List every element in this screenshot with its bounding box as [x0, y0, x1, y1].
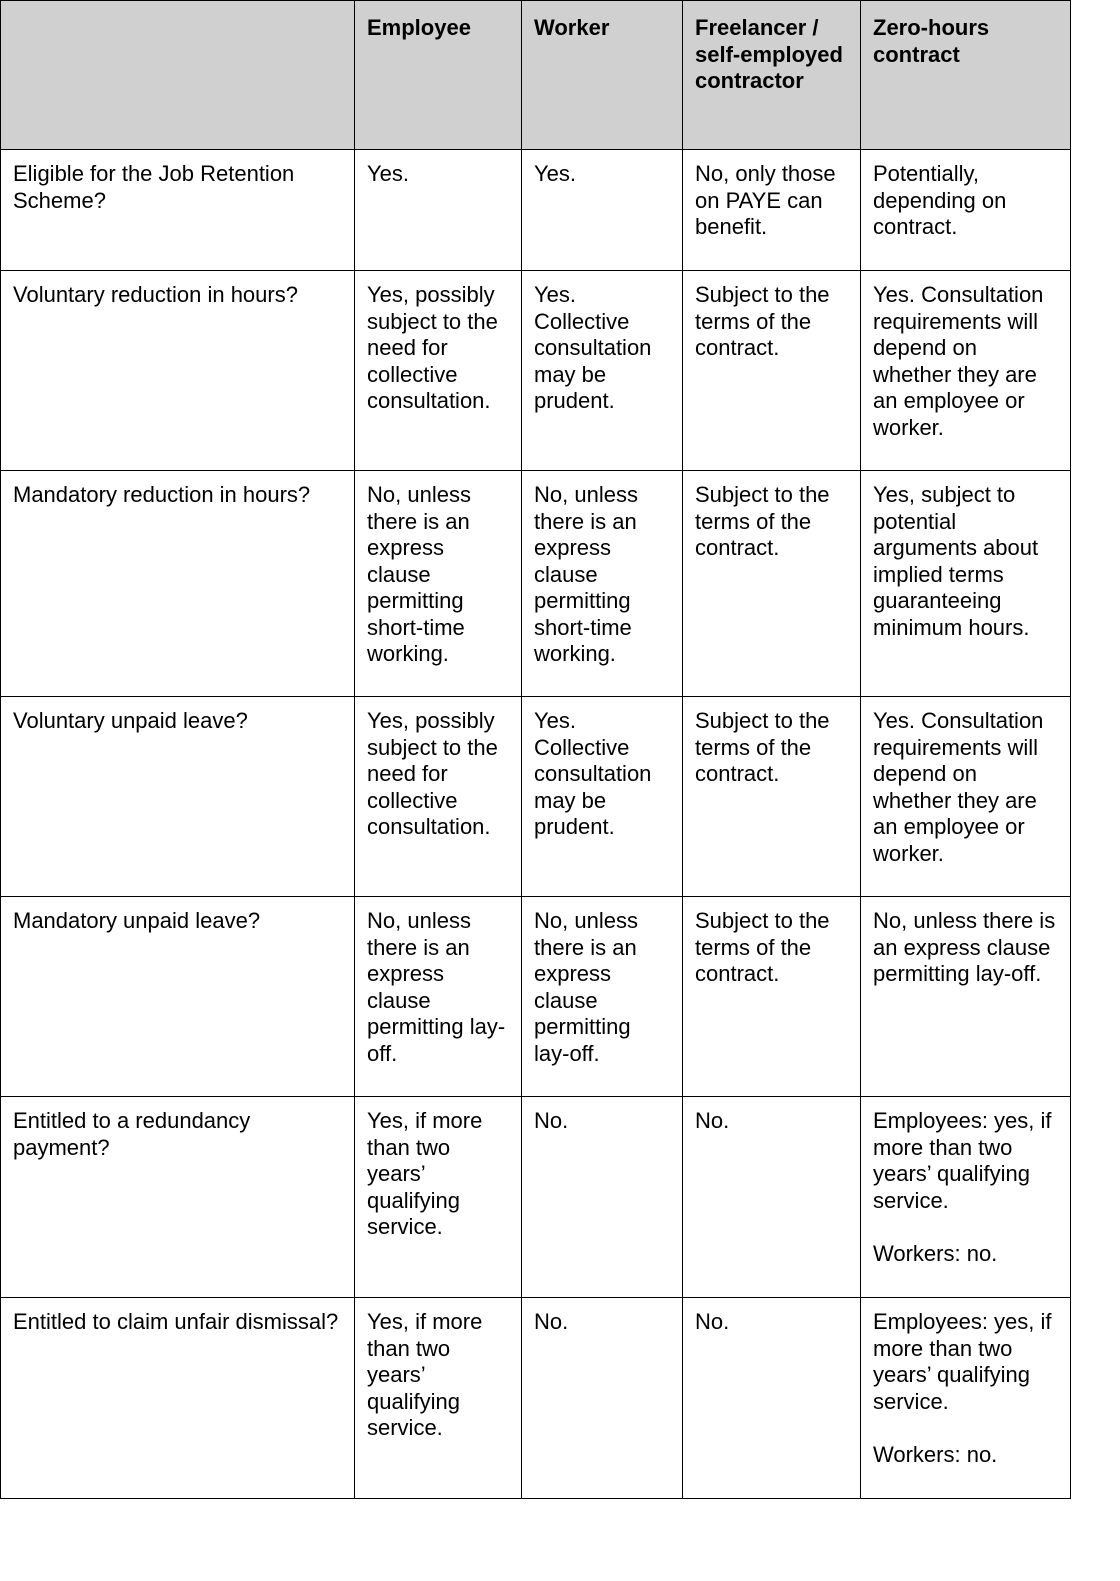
- header-zero-hours: Zero-hours contract: [861, 1, 1071, 150]
- cell-worker: Yes. Collective consultation may be prudent.: [522, 271, 683, 471]
- cell-worker: Yes. Collective consultation may be prudent.: [522, 697, 683, 897]
- table-row: [1, 471, 1071, 697]
- cell-freelancer: Subject to the terms of the contract.: [683, 697, 861, 897]
- table-row: [1, 271, 1071, 471]
- cell-zero-hours: Employees: yes, if more than two years’ qualifying service. Workers: no.: [861, 1097, 1071, 1298]
- cell-zero-hours: Yes. Consultation requirements will depend on whether they are an employee or worker.: [861, 697, 1071, 897]
- cell-freelancer: Subject to the terms of the contract.: [683, 471, 861, 697]
- cell-worker: No, unless there is an express clause permitting lay-off.: [522, 897, 683, 1097]
- cell-freelancer: Subject to the terms of the contract.: [683, 897, 861, 1097]
- cell-freelancer: Subject to the terms of the contract.: [683, 271, 861, 471]
- cell-employee: Yes, possibly subject to the need for collective consultation.: [355, 271, 522, 471]
- table-row: [1, 1097, 1071, 1298]
- header-employee: Employee: [355, 1, 522, 150]
- table-row: [1, 1298, 1071, 1499]
- cell-employee: Yes.: [355, 150, 522, 271]
- cell-freelancer: No.: [683, 1097, 861, 1298]
- cell-worker: No, unless there is an express clause permitting short-time working.: [522, 471, 683, 697]
- cell-zero-hours: No, unless there is an express clause permitting lay-off.: [861, 897, 1071, 1097]
- cell-employee: Yes, if more than two years’ qualifying service.: [355, 1097, 522, 1298]
- cell-worker: No.: [522, 1097, 683, 1298]
- header-corner: [1, 1, 355, 150]
- header-row: [1, 1, 1071, 150]
- row-label: Mandatory reduction in hours?: [1, 471, 355, 697]
- cell-employee: No, unless there is an express clause permitting lay-off.: [355, 897, 522, 1097]
- table-row: [1, 897, 1071, 1097]
- table-row: [1, 150, 1071, 271]
- row-label: Entitled to a redundancy payment?: [1, 1097, 355, 1298]
- table-row: [1, 697, 1071, 897]
- cell-employee: No, unless there is an express clause permitting short-time working.: [355, 471, 522, 697]
- row-label: Voluntary reduction in hours?: [1, 271, 355, 471]
- header-freelancer: Freelancer / self-employed contractor: [683, 1, 861, 150]
- row-label: Mandatory unpaid leave?: [1, 897, 355, 1097]
- cell-employee: Yes, possibly subject to the need for collective consultation.: [355, 697, 522, 897]
- cell-zero-hours: Yes, subject to potential arguments about implied terms guaranteeing minimum hours.: [861, 471, 1071, 697]
- header-worker: Worker: [522, 1, 683, 150]
- cell-employee: Yes, if more than two years’ qualifying service.: [355, 1298, 522, 1499]
- cell-zero-hours: Potentially, depending on contract.: [861, 150, 1071, 271]
- cell-worker: Yes.: [522, 150, 683, 271]
- cell-freelancer: No, only those on PAYE can benefit.: [683, 150, 861, 271]
- cell-worker: No.: [522, 1298, 683, 1499]
- cell-zero-hours: Yes. Consultation requirements will depend on whether they are an employee or worker.: [861, 271, 1071, 471]
- cell-zero-hours: Employees: yes, if more than two years’ qualifying service. Workers: no.: [861, 1298, 1071, 1499]
- cell-freelancer: No.: [683, 1298, 861, 1499]
- row-label: Eligible for the Job Retention Scheme?: [1, 150, 355, 271]
- row-label: Voluntary unpaid leave?: [1, 697, 355, 897]
- row-label: Entitled to claim unfair dismissal?: [1, 1298, 355, 1499]
